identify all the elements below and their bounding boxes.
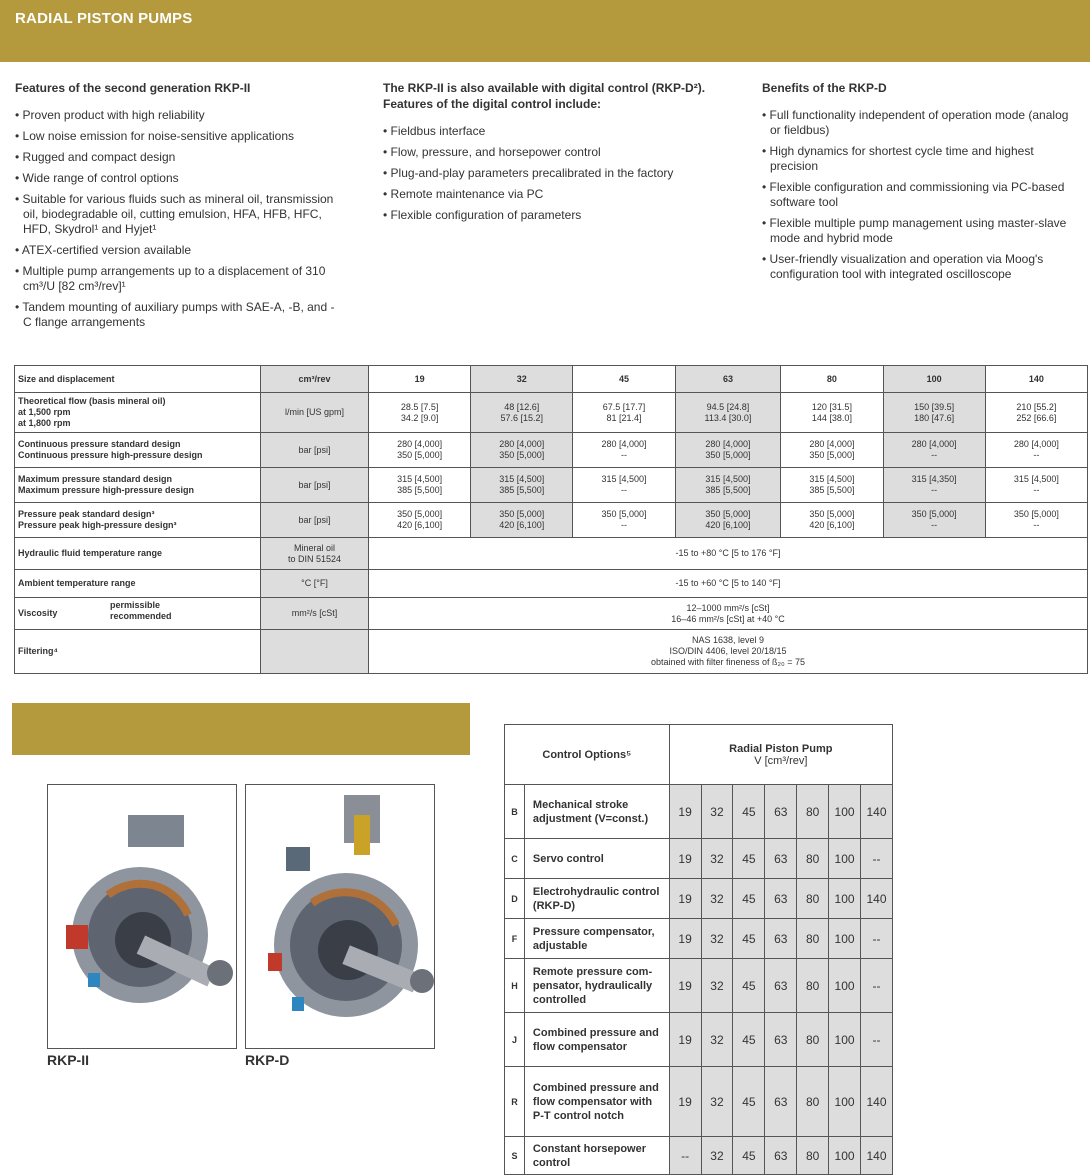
spec-cell: 280 [4,000] -- bbox=[883, 433, 985, 468]
spec-row-label bbox=[15, 570, 261, 598]
control-size-cell: 32 bbox=[701, 1137, 733, 1175]
list-item: • User-friendly visualization and operation via Moog's configuration tool with integrated oscilloscope bbox=[762, 252, 1080, 282]
control-size-cell: 45 bbox=[733, 785, 765, 839]
list-item: • Wide range of control options bbox=[15, 171, 335, 186]
control-size-cell: 63 bbox=[765, 1013, 797, 1067]
control-size-cell: -- bbox=[861, 839, 893, 879]
control-size-cell: 100 bbox=[829, 879, 861, 919]
control-size-cell: 19 bbox=[669, 879, 701, 919]
list-item: • High dynamics for shortest cycle time and highest precision bbox=[762, 144, 1080, 174]
table-row bbox=[15, 468, 1088, 503]
control-size-cell: -- bbox=[861, 959, 893, 1013]
control-size-cell: 100 bbox=[829, 959, 861, 1013]
control-size-cell: 63 bbox=[765, 879, 797, 919]
spec-row-label bbox=[15, 468, 261, 503]
spec-cell: 350 [5,000] 420 [6,100] bbox=[369, 503, 471, 538]
control-size-cell: 63 bbox=[765, 1067, 797, 1137]
table-row bbox=[505, 919, 893, 959]
radial-piston-header bbox=[669, 725, 892, 785]
list-item: • Full functionality independent of operation mode (analog or fieldbus) bbox=[762, 108, 1080, 138]
control-option-label: Mechanical stroke adjustment (V=const.) bbox=[524, 785, 669, 839]
digital-control-heading: The RKP-II is also available with digital control (RKP-D²). Features of the digital control include: bbox=[383, 81, 706, 111]
table-row bbox=[505, 959, 893, 1013]
control-size-cell: 100 bbox=[829, 839, 861, 879]
table-header-row bbox=[505, 725, 893, 785]
spec-header-unit: cm³/rev bbox=[261, 366, 369, 393]
spec-cell: 280 [4,000] -- bbox=[985, 433, 1087, 468]
digital-control-column bbox=[383, 80, 723, 229]
control-letter: R bbox=[505, 1067, 525, 1137]
spec-row-label bbox=[15, 503, 261, 538]
rkp-d-caption: RKP-D bbox=[245, 1052, 290, 1068]
control-size-cell: 100 bbox=[829, 919, 861, 959]
spec-header-size: 63 bbox=[675, 366, 781, 393]
spec-row-label-line: at 1,500 rpm bbox=[18, 407, 71, 417]
control-size-cell: 80 bbox=[797, 839, 829, 879]
spec-row-sublabel: permissible recommended bbox=[110, 600, 172, 621]
spec-merged-value: 12–1000 mm²/s [cSt] 16–46 mm²/s [cSt] at +40 °C bbox=[369, 598, 1088, 630]
control-letter: J bbox=[505, 1013, 525, 1067]
control-options-table bbox=[504, 724, 893, 1175]
spec-cell: 280 [4,000] 350 [5,000] bbox=[369, 433, 471, 468]
benefits-column bbox=[762, 80, 1080, 288]
control-size-cell: 32 bbox=[701, 1067, 733, 1137]
spec-row-label-line: Continuous pressure standard design bbox=[18, 439, 181, 449]
spec-row-label-text: Filtering⁴ bbox=[18, 646, 58, 656]
control-size-cell: 45 bbox=[733, 1013, 765, 1067]
table-row bbox=[505, 1137, 893, 1175]
spec-cell: 210 [55.2] 252 [66.6] bbox=[985, 393, 1087, 433]
spec-cell: 350 [5,000] 420 [6,100] bbox=[781, 503, 883, 538]
spec-cell: 350 [5,000] -- bbox=[573, 503, 675, 538]
control-size-cell: 80 bbox=[797, 959, 829, 1013]
spec-row-label-line: Continuous pressure high-pressure design bbox=[18, 450, 203, 460]
control-size-cell: 63 bbox=[765, 785, 797, 839]
control-size-cell: 100 bbox=[829, 1137, 861, 1175]
benefits-list bbox=[762, 108, 1080, 282]
spec-row-label-text: Viscosity bbox=[18, 608, 58, 618]
list-item: • Rugged and compact design bbox=[15, 150, 335, 165]
control-letter: C bbox=[505, 839, 525, 879]
control-size-cell: 100 bbox=[829, 1067, 861, 1137]
spec-cell: 150 [39.5] 180 [47.6] bbox=[883, 393, 985, 433]
control-size-cell: 80 bbox=[797, 1013, 829, 1067]
spec-cell: 120 [31.5] 144 [38.0] bbox=[781, 393, 883, 433]
spec-cell: 280 [4,000] 350 [5,000] bbox=[675, 433, 781, 468]
features-column bbox=[15, 80, 335, 336]
control-letter: H bbox=[505, 959, 525, 1013]
spec-cell: 28.5 [7.5] 34.2 [9.0] bbox=[369, 393, 471, 433]
control-option-label: Servo control bbox=[524, 839, 669, 879]
list-item: • Flexible configuration and commissioning via PC-based software tool bbox=[762, 180, 1080, 210]
spec-row-label-line: Pressure peak standard design³ bbox=[18, 509, 155, 519]
control-size-cell: 63 bbox=[765, 839, 797, 879]
table-row bbox=[15, 570, 1088, 598]
rkp-d-photo bbox=[245, 784, 435, 1049]
spec-row-label bbox=[15, 393, 261, 433]
list-item: • Tandem mounting of auxiliary pumps with SAE-A, -B, and -C flange arrangements bbox=[15, 300, 335, 330]
spec-row-label bbox=[15, 433, 261, 468]
spec-row-unit: l/min [US gpm] bbox=[261, 393, 369, 433]
control-option-label: Pressure compensator, adjustable bbox=[524, 919, 669, 959]
table-row bbox=[505, 1013, 893, 1067]
spec-header-size: 19 bbox=[369, 366, 471, 393]
control-letter: S bbox=[505, 1137, 525, 1175]
control-size-cell: 19 bbox=[669, 1067, 701, 1137]
list-item: • Flexible multiple pump management using master-slave mode and hybrid mode bbox=[762, 216, 1080, 246]
control-letter: F bbox=[505, 919, 525, 959]
spec-row-label bbox=[15, 630, 261, 674]
pump-image bbox=[48, 785, 236, 1048]
list-item: • Flexible configuration of parameters bbox=[383, 208, 723, 223]
spec-row-label-text: Hydraulic fluid temperature range bbox=[18, 548, 163, 558]
rkp-ii-photo bbox=[47, 784, 237, 1049]
control-option-label: Combined pressure and flow compensator bbox=[524, 1013, 669, 1067]
spec-row-unit: bar [psi] bbox=[261, 503, 369, 538]
control-size-cell: 80 bbox=[797, 919, 829, 959]
list-item: • Low noise emission for noise-sensitive applications bbox=[15, 129, 335, 144]
control-option-label: Combined pressure and flow compensator with P-T control notch bbox=[524, 1067, 669, 1137]
control-option-label: Constant horsepower control bbox=[524, 1137, 669, 1175]
control-size-cell: 140 bbox=[861, 1067, 893, 1137]
spec-row-unit: bar [psi] bbox=[261, 468, 369, 503]
rkp-ii-caption: RKP-II bbox=[47, 1052, 89, 1068]
spec-cell: 94.5 [24.8] 113.4 [30.0] bbox=[675, 393, 781, 433]
control-size-cell: 19 bbox=[669, 1013, 701, 1067]
table-row bbox=[505, 879, 893, 919]
control-size-cell: 45 bbox=[733, 1137, 765, 1175]
spec-row-label-line: Maximum pressure high-pressure design bbox=[18, 485, 195, 495]
control-size-cell: -- bbox=[861, 919, 893, 959]
control-option-label: Remote pressure com-pensator, hydraulically controlled bbox=[524, 959, 669, 1013]
spec-header-size: 80 bbox=[781, 366, 883, 393]
spec-header-size: 45 bbox=[573, 366, 675, 393]
control-options-header: Control Options⁵ bbox=[505, 725, 670, 785]
table-row bbox=[15, 538, 1088, 570]
features-heading: Features of the second generation RKP-II bbox=[15, 81, 251, 95]
gold-banner bbox=[12, 703, 470, 755]
control-size-cell: 80 bbox=[797, 879, 829, 919]
control-size-cell: 19 bbox=[669, 959, 701, 1013]
spec-row-label-line: Pressure peak high-pressure design³ bbox=[18, 520, 177, 530]
radial-piston-unit: V [cm³/rev] bbox=[754, 754, 808, 767]
spec-row-label-line: Theoretical flow (basis mineral oil) bbox=[18, 396, 166, 406]
spec-cell: 350 [5,000] 420 [6,100] bbox=[471, 503, 573, 538]
spec-row-label-line: Maximum pressure standard design bbox=[18, 474, 173, 484]
control-size-cell: 32 bbox=[701, 839, 733, 879]
control-size-cell: 100 bbox=[829, 785, 861, 839]
control-size-cell: -- bbox=[861, 1013, 893, 1067]
spec-cell: 315 [4,500] 385 [5,500] bbox=[675, 468, 781, 503]
table-row bbox=[15, 433, 1088, 468]
list-item: • ATEX-certified version available bbox=[15, 243, 335, 258]
control-size-cell: 45 bbox=[733, 919, 765, 959]
control-size-cell: 63 bbox=[765, 919, 797, 959]
list-item: • Remote maintenance via PC bbox=[383, 187, 723, 202]
spec-row-label-line: at 1,800 rpm bbox=[18, 418, 71, 428]
spec-cell: 48 [12.6] 57.6 [15.2] bbox=[471, 393, 573, 433]
spec-cell: 67.5 [17.7] 81 [21.4] bbox=[573, 393, 675, 433]
table-row bbox=[15, 503, 1088, 538]
spec-cell: 315 [4,500] 385 [5,500] bbox=[471, 468, 573, 503]
spec-cell: 280 [4,000] -- bbox=[573, 433, 675, 468]
spec-cell: 350 [5,000] 420 [6,100] bbox=[675, 503, 781, 538]
spec-header-label: Size and displacement bbox=[15, 366, 261, 393]
control-size-cell: 45 bbox=[733, 839, 765, 879]
spec-header-size: 100 bbox=[883, 366, 985, 393]
table-row bbox=[15, 393, 1088, 433]
spec-row-label bbox=[15, 598, 261, 630]
page-title: RADIAL PISTON PUMPS bbox=[15, 10, 193, 27]
spec-table bbox=[14, 365, 1088, 674]
spec-cell: 315 [4,500] 385 [5,500] bbox=[369, 468, 471, 503]
radial-piston-title: Radial Piston Pump bbox=[729, 742, 833, 755]
features-list bbox=[15, 108, 335, 330]
pump-image bbox=[246, 785, 434, 1048]
control-size-cell: 80 bbox=[797, 785, 829, 839]
spec-row-unit: bar [psi] bbox=[261, 433, 369, 468]
spec-row-unit: Mineral oil to DIN 51524 bbox=[261, 538, 369, 570]
table-row bbox=[15, 598, 1088, 630]
control-size-cell: 19 bbox=[669, 785, 701, 839]
control-letter: D bbox=[505, 879, 525, 919]
control-size-cell: 32 bbox=[701, 785, 733, 839]
control-size-cell: -- bbox=[669, 1137, 701, 1175]
control-size-cell: 32 bbox=[701, 1013, 733, 1067]
spec-header-size: 140 bbox=[985, 366, 1087, 393]
spec-cell: 280 [4,000] 350 [5,000] bbox=[471, 433, 573, 468]
control-size-cell: 19 bbox=[669, 839, 701, 879]
spec-row-unit bbox=[261, 630, 369, 674]
control-size-cell: 80 bbox=[797, 1067, 829, 1137]
spec-row-unit: mm²/s [cSt] bbox=[261, 598, 369, 630]
header-bar bbox=[0, 0, 1090, 62]
control-letter: B bbox=[505, 785, 525, 839]
spec-cell: 315 [4,500] -- bbox=[985, 468, 1087, 503]
control-size-cell: 140 bbox=[861, 879, 893, 919]
spec-merged-value: -15 to +80 °C [5 to 176 °F] bbox=[369, 538, 1088, 570]
control-size-cell: 32 bbox=[701, 919, 733, 959]
list-item: • Suitable for various fluids such as mineral oil, transmission oil, biodegradable oil, cutting emulsion, HFA, HFB, HFC, HFD, Skydrol¹ and Hyjet¹ bbox=[15, 192, 335, 237]
list-item: • Plug-and-play parameters precalibrated in the factory bbox=[383, 166, 723, 181]
control-size-cell: 45 bbox=[733, 879, 765, 919]
spec-header-size: 32 bbox=[471, 366, 573, 393]
spec-cell: 280 [4,000] 350 [5,000] bbox=[781, 433, 883, 468]
table-row bbox=[15, 630, 1088, 674]
table-row bbox=[505, 785, 893, 839]
control-size-cell: 63 bbox=[765, 959, 797, 1013]
spec-row-label-text: Ambient temperature range bbox=[18, 578, 136, 588]
benefits-heading: Benefits of the RKP-D bbox=[762, 81, 887, 95]
control-size-cell: 32 bbox=[701, 959, 733, 1013]
control-size-cell: 80 bbox=[797, 1137, 829, 1175]
control-size-cell: 45 bbox=[733, 1067, 765, 1137]
spec-merged-value: -15 to +60 °C [5 to 140 °F] bbox=[369, 570, 1088, 598]
spec-row-unit: °C [°F] bbox=[261, 570, 369, 598]
spec-cell: 315 [4,500] 385 [5,500] bbox=[781, 468, 883, 503]
list-item: • Fieldbus interface bbox=[383, 124, 723, 139]
control-size-cell: 100 bbox=[829, 1013, 861, 1067]
table-row bbox=[505, 839, 893, 879]
control-size-cell: 19 bbox=[669, 919, 701, 959]
spec-cell: 315 [4,500] -- bbox=[573, 468, 675, 503]
control-size-cell: 140 bbox=[861, 1137, 893, 1175]
control-option-label: Electrohydraulic control (RKP-D) bbox=[524, 879, 669, 919]
table-header-row bbox=[15, 366, 1088, 393]
spec-cell: 350 [5,000] -- bbox=[985, 503, 1087, 538]
list-item: • Flow, pressure, and horsepower control bbox=[383, 145, 723, 160]
spec-cell: 315 [4,350] -- bbox=[883, 468, 985, 503]
table-row bbox=[505, 1067, 893, 1137]
digital-control-list bbox=[383, 124, 723, 223]
spec-merged-value: NAS 1638, level 9 ISO/DIN 4406, level 20/18/15 obtained with filter fineness of ß₂₀ = 75 bbox=[369, 630, 1088, 674]
control-size-cell: 45 bbox=[733, 959, 765, 1013]
control-size-cell: 32 bbox=[701, 879, 733, 919]
control-size-cell: 140 bbox=[861, 785, 893, 839]
control-size-cell: 63 bbox=[765, 1137, 797, 1175]
spec-row-label bbox=[15, 538, 261, 570]
spec-cell: 350 [5,000] -- bbox=[883, 503, 985, 538]
list-item: • Proven product with high reliability bbox=[15, 108, 335, 123]
list-item: • Multiple pump arrangements up to a displacement of 310 cm³/U [82 cm³/rev]¹ bbox=[15, 264, 335, 294]
